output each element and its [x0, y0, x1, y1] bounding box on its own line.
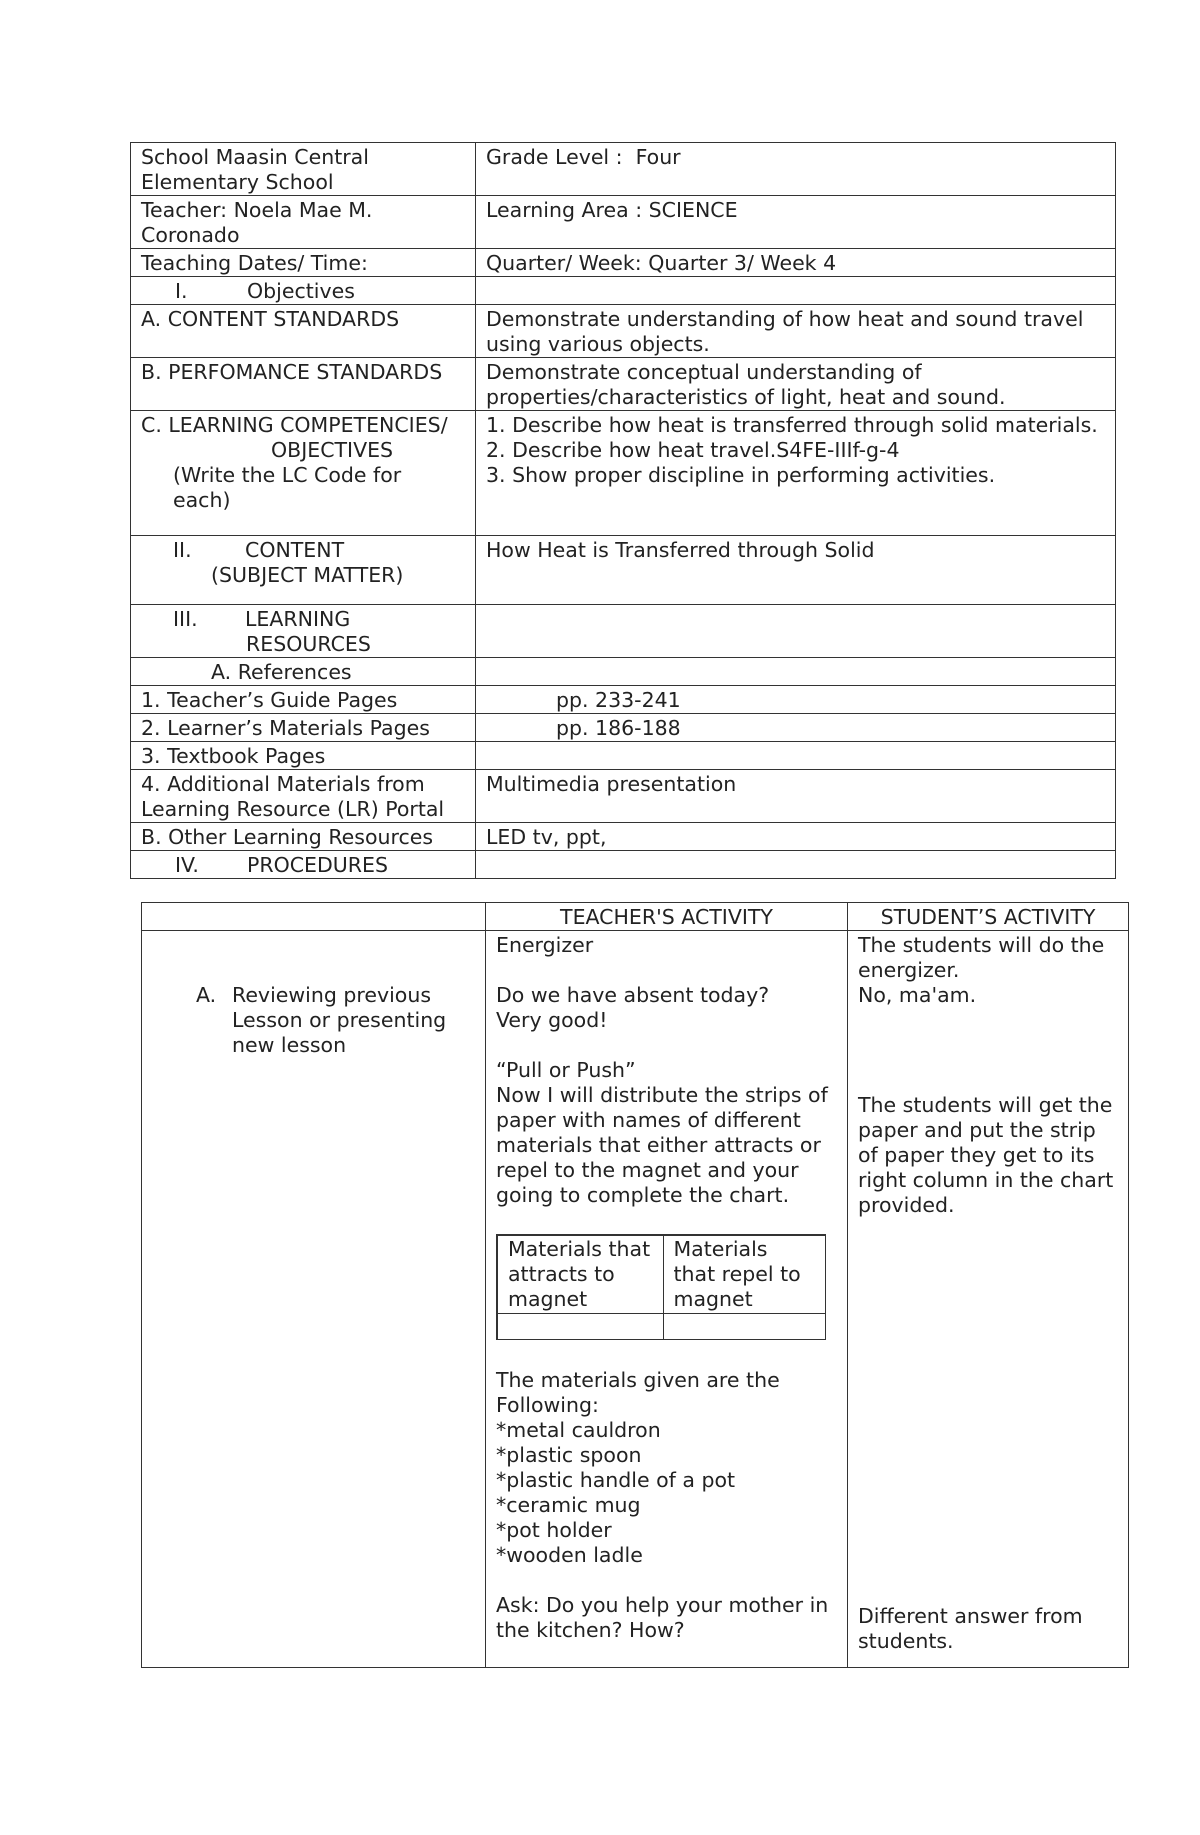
- competencies-label-line3: (Write the LC Code for each): [173, 463, 408, 512]
- student-activity-header: STUDENT’S ACTIVITY: [848, 903, 1129, 931]
- competencies-value: [476, 411, 1116, 536]
- resources-sub: RESOURCES: [246, 632, 371, 656]
- references-label: A. References: [131, 658, 476, 686]
- competency-2: 2. Describe how heat travel.S4FE-IIIf-g-4: [486, 438, 900, 462]
- procedures-value-empty: [476, 851, 1116, 879]
- magnet-chart: [496, 1234, 826, 1340]
- lesson-plan-header-table: [130, 142, 1116, 879]
- other-resources-value: LED tv, ppt,: [476, 823, 1116, 851]
- student-answer: Different answer from students.: [858, 1604, 1090, 1653]
- procedures-heading: [131, 851, 476, 879]
- competencies-label-line1: C. LEARNING COMPETENCIES/: [141, 413, 448, 437]
- teacher-cell: Teacher: Noela Mae M. Coronado: [131, 196, 476, 249]
- references-value-empty: [476, 658, 1116, 686]
- teacher-instructions: Now I will distribute the strips of paper with names of different materials that either attracts or repel to the magnet and your going to complete the chart.: [496, 1083, 835, 1207]
- competency-3: 3. Show proper discipline in performing activities.: [486, 463, 996, 487]
- content-num: II.: [173, 538, 192, 562]
- learners-materials-label: 2. Learner’s Materials Pages: [131, 714, 476, 742]
- student-paper: The students will get the paper and put the strip of paper they get to its right column in the chart provided.: [858, 1093, 1120, 1217]
- quarter-week-cell: Quarter/ Week: Quarter 3/ Week 4: [476, 249, 1116, 277]
- procedures-header-empty: [142, 903, 486, 931]
- competencies-label: [131, 411, 476, 536]
- teacher-energizer: Energizer: [496, 933, 594, 957]
- teachers-guide-value: pp. 233-241: [476, 686, 1116, 714]
- resources-label: LEARNING: [245, 607, 351, 631]
- teachers-guide-label: 1. Teacher’s Guide Pages: [131, 686, 476, 714]
- teacher-ask: Ask: Do you help your mother in the kitchen? How?: [496, 1593, 835, 1642]
- step-a-cell: [142, 931, 486, 1668]
- textbook-label: 3. Textbook Pages: [131, 742, 476, 770]
- competencies-label-line2: OBJECTIVES: [271, 438, 394, 462]
- magnet-chart-col1-cell: [497, 1314, 663, 1340]
- student-activity-cell: [848, 931, 1129, 1668]
- school-cell: School Maasin Central Elementary School: [131, 143, 476, 196]
- magnet-chart-col2-cell: [663, 1314, 825, 1340]
- procedures-label: PROCEDURES: [247, 853, 389, 877]
- teacher-activity-cell: [486, 931, 848, 1668]
- teacher-absent: Do we have absent today? Very good!: [496, 983, 770, 1032]
- procedures-num: IV.: [175, 853, 199, 877]
- grade-level-cell: Grade Level : Four: [476, 143, 1116, 196]
- content-standards-value: Demonstrate understanding of how heat and sound travel using various objects.: [476, 305, 1116, 358]
- teaching-dates-cell: Teaching Dates/ Time:: [131, 249, 476, 277]
- resources-heading: [131, 605, 476, 658]
- performance-standards-value: Demonstrate conceptual understanding of properties/characteristics of light, heat and sound.: [476, 358, 1116, 411]
- content-value: How Heat is Transferred through Solid: [476, 536, 1116, 605]
- learners-materials-value: pp. 186-188: [476, 714, 1116, 742]
- competency-1: 1. Describe how heat is transferred through solid materials.: [486, 413, 1098, 437]
- procedures-table: [141, 902, 1129, 1668]
- textbook-value-empty: [476, 742, 1116, 770]
- resources-value-empty: [476, 605, 1116, 658]
- magnet-chart-col2-header: Materials that repel to magnet: [663, 1235, 825, 1314]
- other-resources-label: B. Other Learning Resources: [131, 823, 476, 851]
- teacher-activity-header: TEACHER'S ACTIVITY: [486, 903, 848, 931]
- learning-area-cell: Learning Area : SCIENCE: [476, 196, 1116, 249]
- step-letter: A.: [196, 983, 217, 1007]
- magnet-chart-col1-header: Materials that attracts to magnet: [497, 1235, 663, 1314]
- content-sub: (SUBJECT MATTER): [211, 563, 404, 587]
- content-standards-label: A. CONTENT STANDARDS: [131, 305, 476, 358]
- content-label: CONTENT: [245, 538, 345, 562]
- teacher-materials-list: *metal cauldron *plastic spoon *plastic handle of a pot *ceramic mug *pot holder *wooden ladle: [496, 1418, 736, 1567]
- teacher-materials-intro: The materials given are the Following:: [496, 1368, 787, 1417]
- objectives-value-empty: [476, 277, 1116, 305]
- teacher-game-title: “Pull or Push”: [496, 1058, 636, 1082]
- performance-standards-label: B. PERFOMANCE STANDARDS: [131, 358, 476, 411]
- additional-materials-value: Multimedia presentation: [476, 770, 1116, 823]
- objectives-heading: [131, 277, 476, 305]
- resources-num: III.: [173, 607, 198, 631]
- additional-materials-label: 4. Additional Materials from Learning Resource (LR) Portal: [131, 770, 476, 823]
- step-label: Reviewing previous Lesson or presenting new lesson: [232, 983, 453, 1057]
- objectives-num: I.: [175, 279, 188, 303]
- content-heading: [131, 536, 476, 605]
- student-energizer: The students will do the energizer. No, ma'am.: [858, 933, 1105, 1007]
- objectives-label: Objectives: [247, 279, 355, 303]
